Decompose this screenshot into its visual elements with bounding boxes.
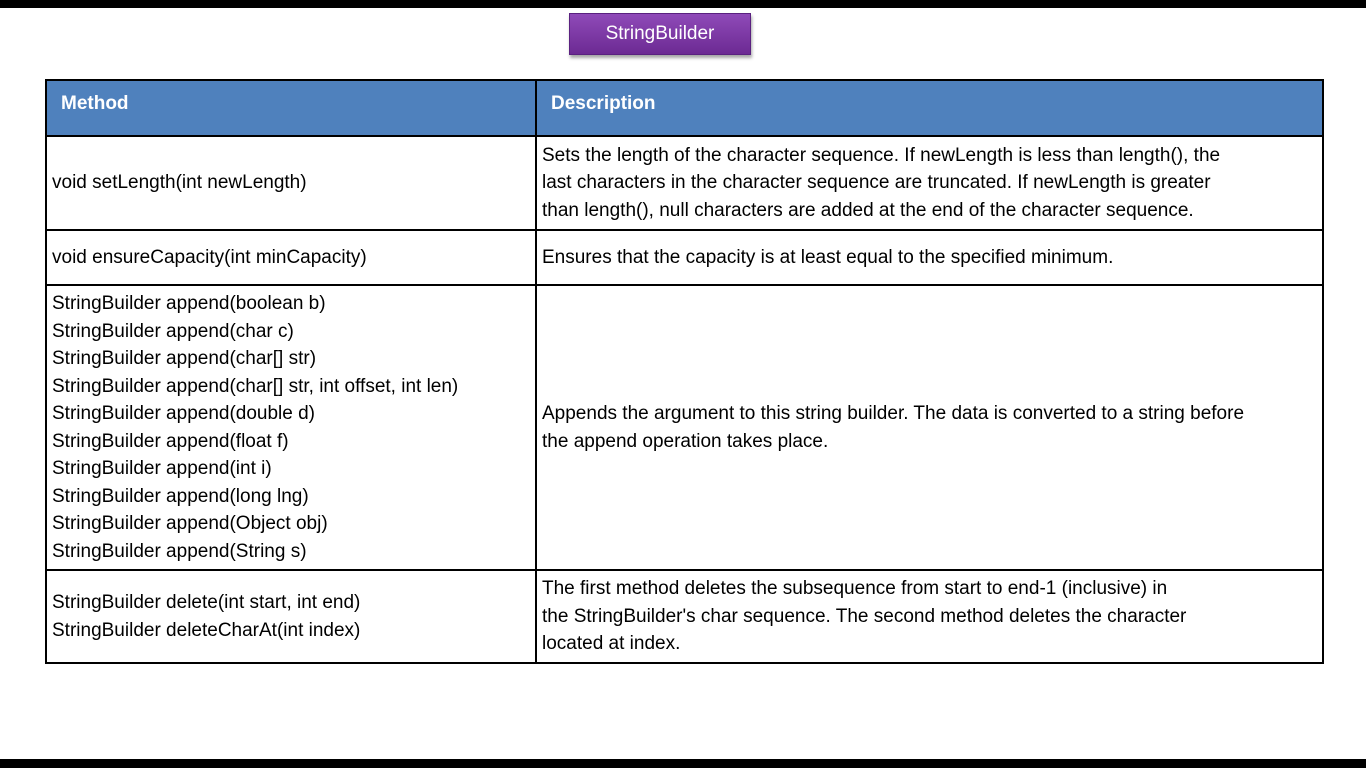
table-row-setlength xyxy=(46,136,1323,230)
description-line: The first method deletes the subsequence from start to end-1 (inclusive) in xyxy=(542,578,1168,600)
table-row-ensurecapacity xyxy=(46,230,1323,285)
slide-title: StringBuilder xyxy=(569,13,751,55)
method-signature: StringBuilder append(char[] str, int offset, int len) xyxy=(52,375,459,397)
method-signature: StringBuilder append(double d) xyxy=(52,403,316,424)
description-line: than length(), null characters are added at the end of the character sequence. xyxy=(542,199,1194,221)
table-row-delete xyxy=(46,570,1323,663)
method-cell xyxy=(46,285,536,570)
method-signature: StringBuilder append(long lng) xyxy=(52,485,309,507)
method-signature: StringBuilder append(int i) xyxy=(52,458,272,479)
method-signature: StringBuilder append(char[] str) xyxy=(52,348,317,369)
method-signature: void ensureCapacity(int minCapacity) xyxy=(52,246,367,268)
description-cell xyxy=(536,570,1323,663)
top-border-bar xyxy=(0,0,1366,8)
method-signature: StringBuilder append(Object obj) xyxy=(52,513,328,534)
method-signature: StringBuilder deleteCharAt(int index) xyxy=(52,619,361,641)
table-header-row xyxy=(46,80,1323,136)
method-signature: StringBuilder delete(int start, int end) xyxy=(52,592,361,613)
table-row-append xyxy=(46,285,1323,570)
description-line: located at index. xyxy=(542,633,681,655)
description-cell xyxy=(536,230,1323,285)
method-signature: void setLength(int newLength) xyxy=(52,172,307,194)
method-signature: StringBuilder append(char c) xyxy=(52,320,294,342)
description-line: Appends the argument to this string builder. The data is converted to a string before xyxy=(542,403,1245,424)
description-cell xyxy=(536,285,1323,570)
header-description: Description xyxy=(536,80,1323,136)
header-method: Method xyxy=(46,80,536,136)
method-signature: StringBuilder append(boolean b) xyxy=(52,293,326,314)
bottom-border-bar xyxy=(0,759,1366,768)
description-line: last characters in the character sequence are truncated. If newLength is greater xyxy=(542,172,1211,194)
method-signature: StringBuilder append(float f) xyxy=(52,430,289,452)
method-signature: StringBuilder append(String s) xyxy=(52,540,307,562)
method-cell xyxy=(46,570,536,663)
description-line: Sets the length of the character sequence. If newLength is less than length(), the xyxy=(542,144,1221,166)
method-cell xyxy=(46,136,536,230)
methods-table xyxy=(45,79,1324,664)
description-line: the StringBuilder's char sequence. The second method deletes the character xyxy=(542,605,1187,627)
description-line: the append operation takes place. xyxy=(542,430,829,452)
description-line: Ensures that the capacity is at least equal to the specified minimum. xyxy=(542,246,1114,268)
description-cell xyxy=(536,136,1323,230)
method-cell xyxy=(46,230,536,285)
